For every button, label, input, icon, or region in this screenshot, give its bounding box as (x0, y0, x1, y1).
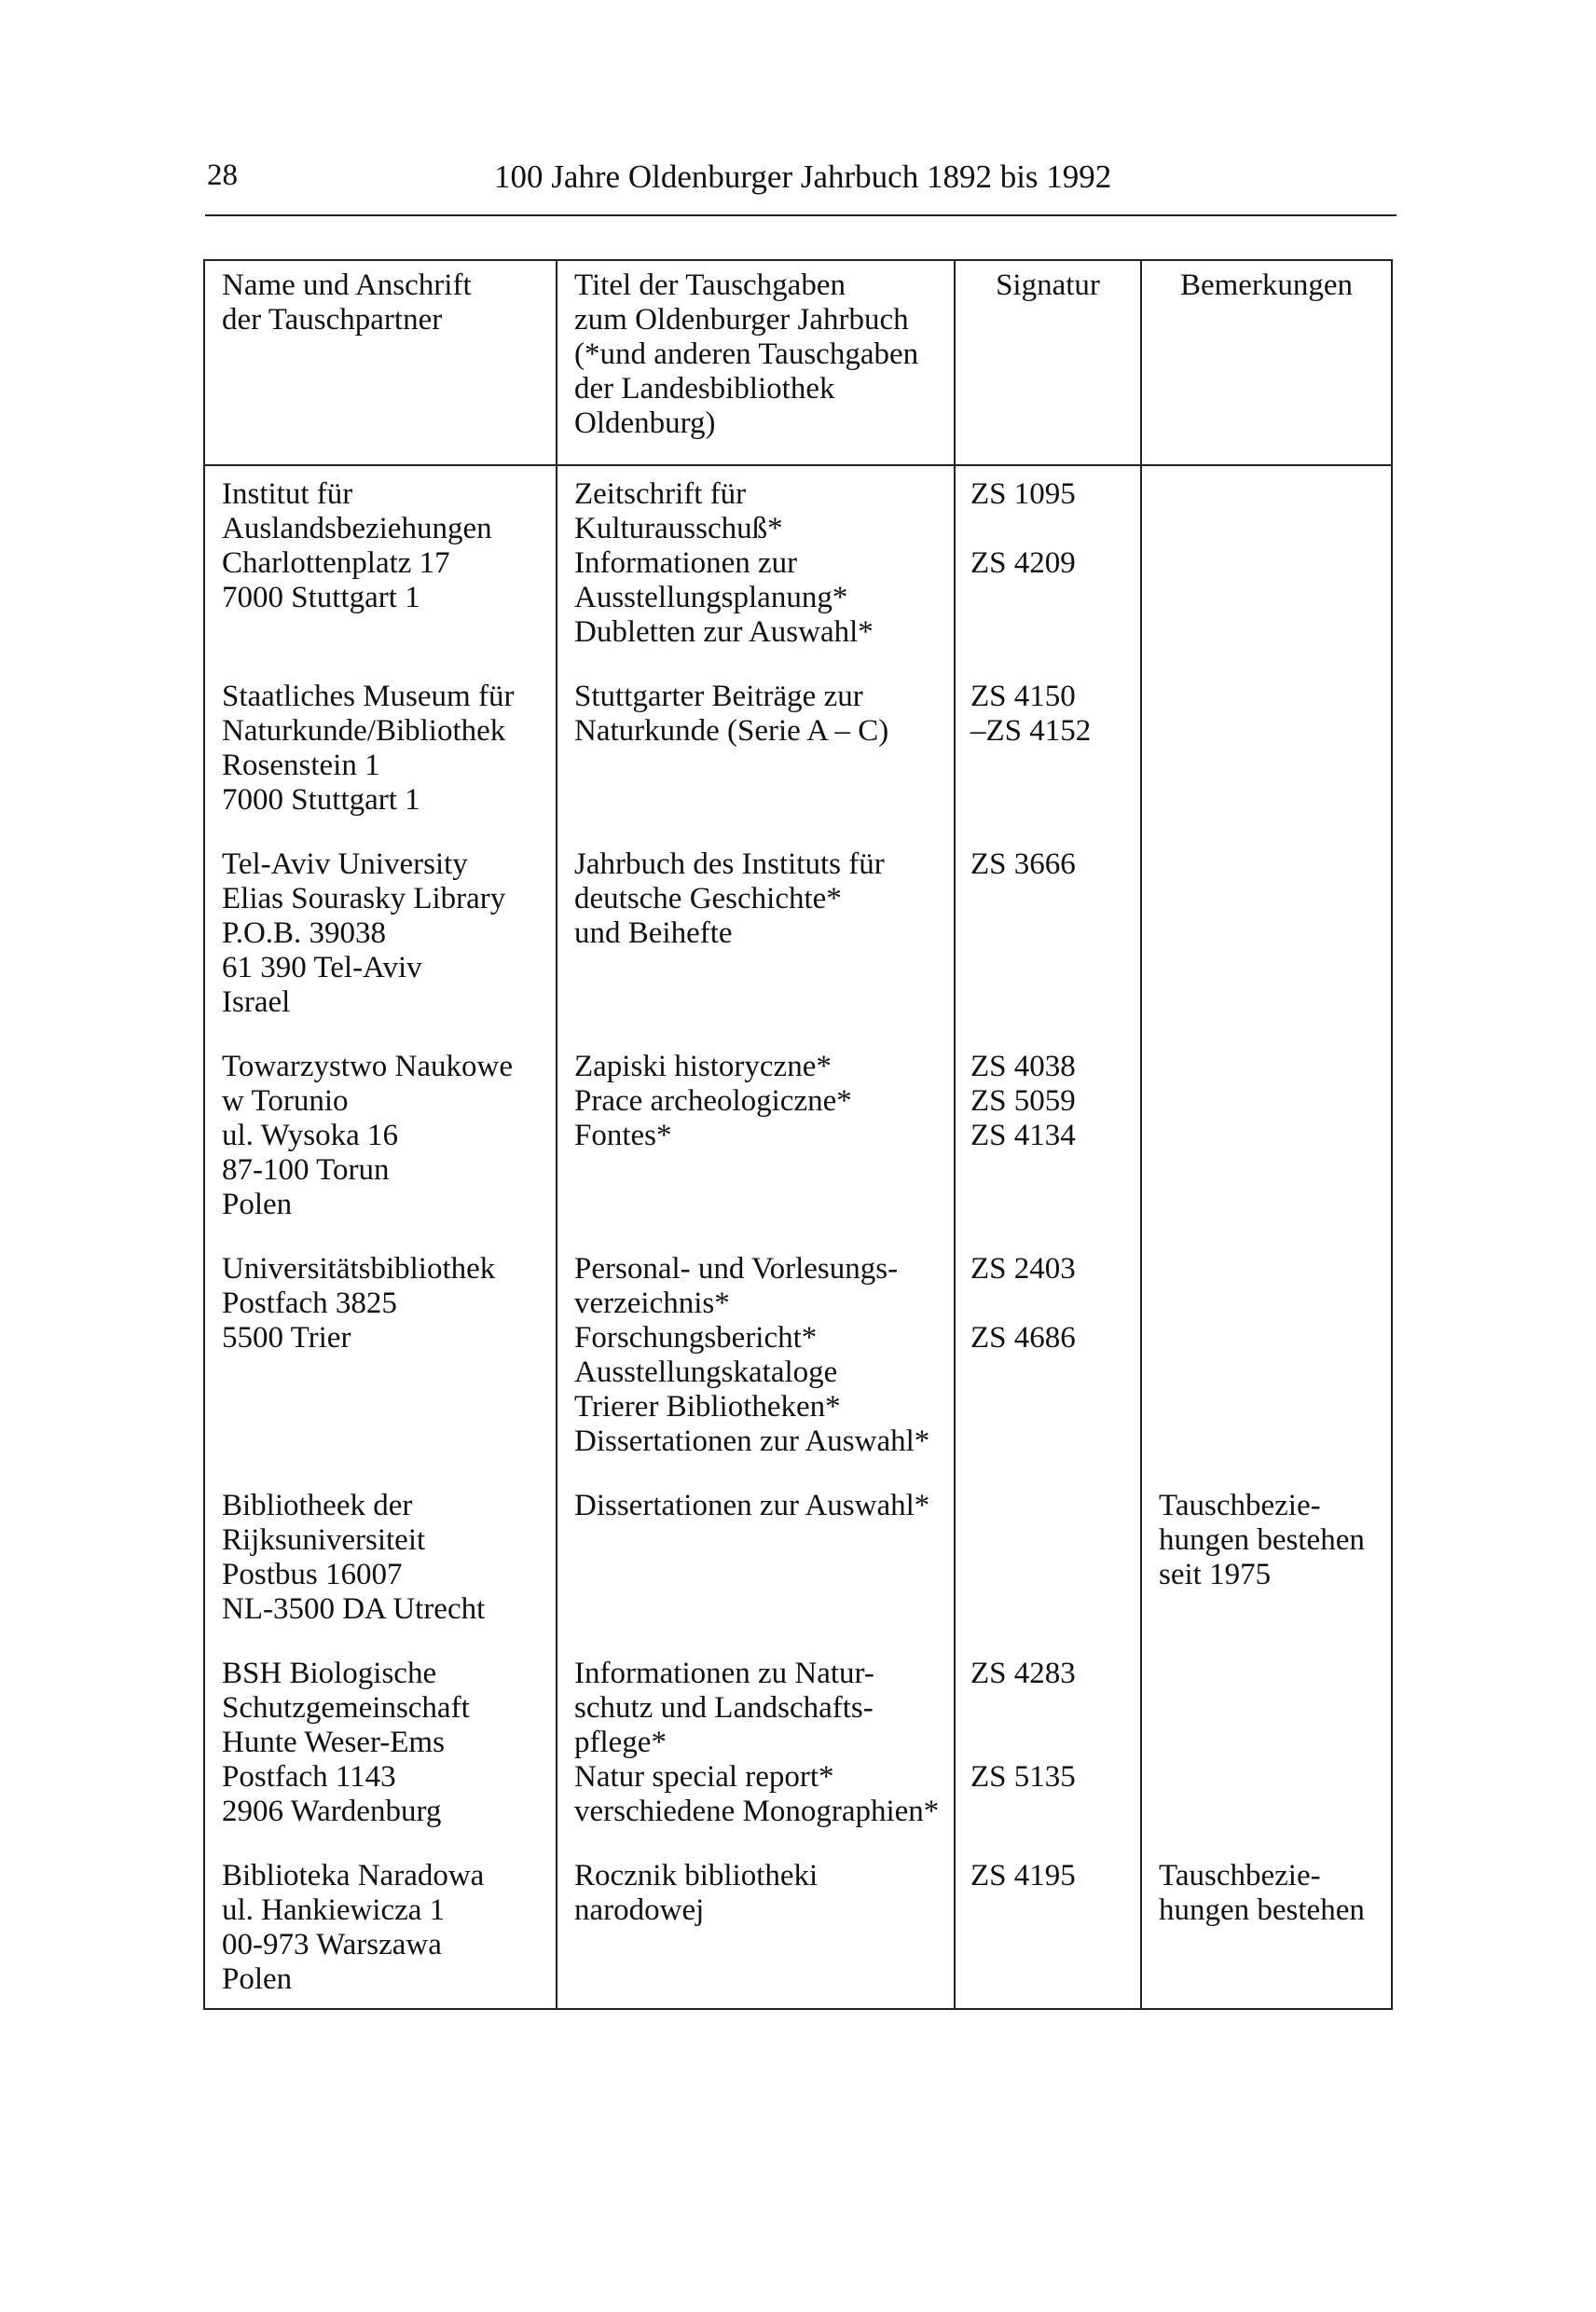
header-line: der Tauschpartner (222, 303, 443, 337)
partner-line: Postfach 3825 (222, 1287, 397, 1320)
partner-line: ul. Wysoka 16 (222, 1119, 398, 1152)
signatur-cell (955, 1851, 1141, 2009)
table-row (204, 1851, 1392, 2009)
partner-line: P.O.B. 39038 (222, 916, 387, 950)
table-row (204, 465, 1392, 672)
title-line: Informationen zur (574, 546, 798, 580)
signatur-cell (955, 1649, 1141, 1851)
title-line: und Beihefte (574, 916, 733, 950)
partner-line: 5500 Trier (222, 1321, 351, 1355)
partner-cell (204, 840, 557, 1042)
header-line: Oldenburg) (574, 406, 716, 440)
partner-line: Israel (222, 985, 291, 1019)
partner-line: Rijksuniversiteit (222, 1523, 426, 1557)
signatur-cell (955, 840, 1141, 1042)
partner-line: Tel-Aviv University (222, 847, 468, 881)
title-line: Dissertationen zur Auswahl* (574, 1424, 930, 1458)
column-header-partner (204, 260, 557, 465)
table-row (204, 1649, 1392, 1851)
title-line: Ausstellungskataloge (574, 1356, 838, 1389)
signatur-line: ZS 5135 (970, 1760, 1076, 1794)
title-line: deutsche Geschichte* (574, 882, 842, 915)
title-line: Rocznik bibliotheki (574, 1859, 819, 1892)
partner-line: Towarzystwo Naukowe (222, 1050, 514, 1083)
header-line: zum Oldenburger Jahrbuch (574, 303, 909, 337)
partner-line: Postbus 16007 (222, 1558, 403, 1591)
title-line: Informationen zu Natur- (574, 1657, 874, 1690)
signatur-line (970, 512, 1131, 546)
titles-cell (557, 672, 955, 840)
partner-line: BSH Biologische (222, 1657, 437, 1690)
signatur-line (970, 1287, 1131, 1321)
partner-line: Bibliotheek der (222, 1489, 413, 1522)
title-line: Dubletten zur Auswahl* (574, 615, 874, 649)
title-line: schutz und Landschafts- (574, 1691, 874, 1725)
title-line: Dissertationen zur Auswahl* (574, 1489, 930, 1522)
remarks-cell (1141, 1042, 1392, 1245)
header-line: Titel der Tauschgaben (574, 268, 846, 302)
signatur-line: ZS 4134 (970, 1119, 1076, 1152)
remarks-cell (1141, 1649, 1392, 1851)
title-line: Natur special report* (574, 1760, 834, 1794)
header-line: Name und Anschrift (222, 268, 472, 302)
signatur-line: ZS 5059 (970, 1084, 1076, 1118)
signatur-line: ZS 2403 (970, 1252, 1076, 1286)
header-line: Bemerkungen (1179, 268, 1354, 302)
partner-line: Hunte Weser-Ems (222, 1726, 445, 1759)
partner-line: Schutzgemeinschaft (222, 1691, 470, 1725)
titles-cell (557, 840, 955, 1042)
remarks-cell (1141, 1245, 1392, 1481)
signatur-line: ZS 3666 (970, 847, 1076, 881)
titles-cell (557, 1481, 955, 1649)
remarks-cell (1141, 840, 1392, 1042)
signatur-line: ZS 4686 (970, 1321, 1076, 1355)
table-row (204, 1042, 1392, 1245)
title-line: pflege* (574, 1726, 667, 1759)
partner-line: Polen (222, 1188, 293, 1221)
title-line: Personal- und Vorlesungs- (574, 1252, 899, 1286)
partner-line: 7000 Stuttgart 1 (222, 783, 420, 817)
partner-line: 87-100 Torun (222, 1153, 390, 1187)
partner-cell (204, 1481, 557, 1649)
partner-line: Charlottenplatz 17 (222, 546, 450, 580)
titles-cell (557, 1851, 955, 2009)
signatur-cell (955, 672, 1141, 840)
title-line: verschiedene Monographien* (574, 1795, 940, 1828)
remark-line: seit 1975 (1159, 1558, 1272, 1591)
title-line: verzeichnis* (574, 1287, 730, 1320)
title-line: Jahrbuch des Instituts für (574, 847, 885, 881)
title-line: Prace archeologiczne* (574, 1084, 852, 1118)
signatur-cell (955, 1042, 1141, 1245)
remark-line: hungen bestehen (1159, 1893, 1365, 1927)
table-row (204, 840, 1392, 1042)
partner-line: 61 390 Tel-Aviv (222, 951, 422, 984)
running-title: 100 Jahre Oldenburger Jahrbuch 1892 bis 1992 (494, 158, 1112, 195)
signatur-line: ZS 1095 (970, 477, 1076, 511)
page-number: 28 (207, 158, 238, 192)
title-line: Ausstellungsplanung* (574, 581, 848, 614)
signatur-line: –ZS 4152 (970, 714, 1092, 748)
partner-line: 2906 Wardenburg (222, 1795, 442, 1828)
table-row (204, 1481, 1392, 1649)
remarks-cell (1141, 465, 1392, 672)
title-line: Fontes* (574, 1119, 672, 1152)
partner-line: Postfach 1143 (222, 1760, 396, 1794)
title-line: Kulturausschuß* (574, 512, 783, 545)
table-row (204, 672, 1392, 840)
signatur-line (970, 1726, 1131, 1760)
partner-line: Rosenstein 1 (222, 749, 380, 782)
partner-line: 7000 Stuttgart 1 (222, 581, 420, 614)
signatur-line: ZS 4038 (970, 1050, 1076, 1083)
remark-line: Tauschbezie- (1159, 1489, 1321, 1522)
signatur-cell (955, 1481, 1141, 1649)
title-line: Zapiski historyczne* (574, 1050, 832, 1083)
header-line: (*und anderen Tauschgaben (574, 337, 919, 371)
table-header-row (204, 260, 1392, 465)
partner-cell (204, 1649, 557, 1851)
partner-cell (204, 465, 557, 672)
partner-line: Auslandsbeziehungen (222, 512, 492, 545)
remarks-cell (1141, 672, 1392, 840)
title-line: Forschungsbericht* (574, 1321, 818, 1355)
partner-line: Elias Sourasky Library (222, 882, 506, 915)
column-header-titles (557, 260, 955, 465)
titles-cell (557, 1042, 955, 1245)
column-header-remarks (1141, 260, 1392, 465)
signatur-line (970, 1691, 1131, 1726)
remark-line: hungen bestehen (1159, 1523, 1365, 1557)
table-row (204, 1245, 1392, 1481)
remarks-cell (1141, 1851, 1392, 2009)
exchange-partners-table (203, 259, 1391, 2010)
partner-line: ul. Hankiewicza 1 (222, 1893, 446, 1927)
titles-cell (557, 1649, 955, 1851)
titles-cell (557, 1245, 955, 1481)
title-line: Trierer Bibliotheken* (574, 1390, 841, 1424)
title-line: Zeitschrift für (574, 477, 747, 511)
partner-line: Biblioteka Naradowa (222, 1859, 485, 1892)
partner-line: Polen (222, 1962, 293, 1996)
header-rule (205, 214, 1396, 216)
title-line: Naturkunde (Serie A – C) (574, 714, 889, 748)
partner-cell (204, 672, 557, 840)
signatur-cell (955, 1245, 1141, 1481)
partner-cell (204, 1851, 557, 2009)
partner-line: Universitätsbibliothek (222, 1252, 496, 1286)
table-body (204, 465, 1392, 2009)
signatur-line: ZS 4283 (970, 1657, 1076, 1690)
header-line: der Landesbibliothek (574, 372, 835, 406)
header-line: Signatur (996, 268, 1100, 302)
remark-line: Tauschbezie- (1159, 1859, 1321, 1892)
signatur-line: ZS 4209 (970, 546, 1076, 580)
signatur-line: ZS 4150 (970, 680, 1076, 713)
partner-cell (204, 1245, 557, 1481)
remarks-cell (1141, 1481, 1392, 1649)
partner-line: NL-3500 DA Utrecht (222, 1592, 486, 1626)
partner-line: Institut für (222, 477, 353, 511)
titles-cell (557, 465, 955, 672)
partner-line: 00-973 Warszawa (222, 1928, 442, 1961)
signatur-cell (955, 465, 1141, 672)
column-header-signatur (955, 260, 1141, 465)
partner-cell (204, 1042, 557, 1245)
page-header (203, 158, 1396, 214)
signatur-line: ZS 4195 (970, 1859, 1076, 1892)
partner-line: Naturkunde/Bibliothek (222, 714, 506, 748)
partner-line: Staatliches Museum für (222, 680, 515, 713)
partner-line: w Torunio (222, 1084, 349, 1118)
title-line: narodowej (574, 1893, 705, 1927)
title-line: Stuttgarter Beiträge zur (574, 680, 863, 713)
